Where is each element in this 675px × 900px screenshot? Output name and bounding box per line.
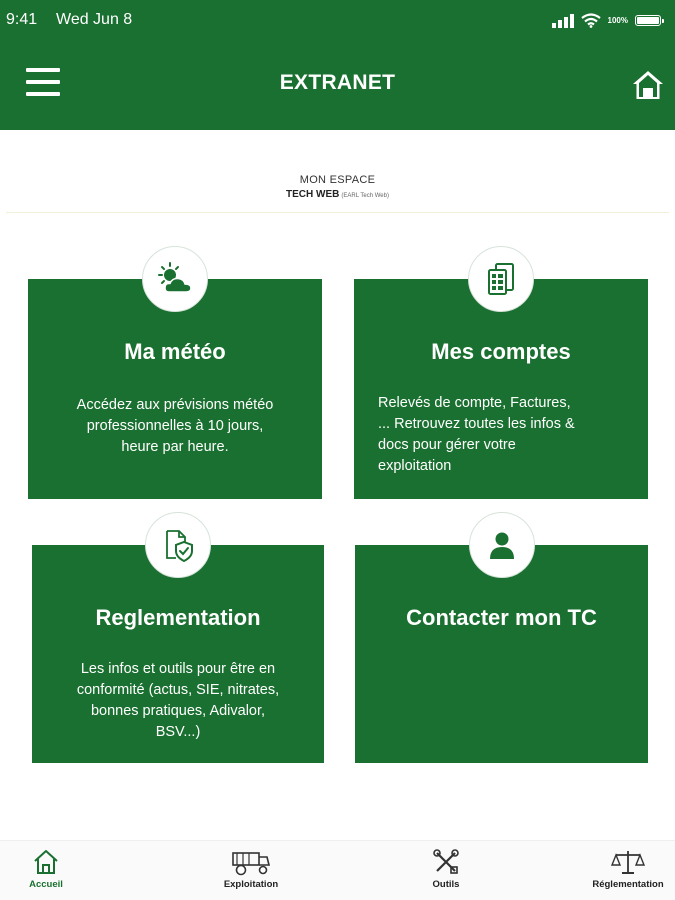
weather-sun-cloud-icon: [142, 246, 208, 312]
nav-label: Outils: [432, 879, 460, 890]
desc-line: heure par heure.: [121, 439, 229, 455]
nav-label: Exploitation: [223, 879, 279, 890]
card-title: Mes comptes: [431, 339, 571, 364]
person-icon: [469, 512, 535, 578]
cellular-signal-icon: [552, 14, 574, 28]
status-date: Wed Jun 8: [56, 11, 133, 28]
card-mes-comptes[interactable]: [354, 279, 648, 499]
status-indicators: [552, 13, 661, 28]
desc-line: Accédez aux prévisions météo: [76, 397, 274, 413]
card-description: [45, 395, 305, 458]
desc-line: exploitation: [378, 458, 452, 474]
wifi-icon: [581, 13, 601, 28]
page-title: EXTRANET: [279, 71, 396, 94]
desc-line: Relevés de compte, Factures,: [378, 395, 571, 411]
desc-line: conformité (actus, SIE, nitrates,: [76, 682, 280, 698]
card-title: Contacter mon TC: [406, 605, 597, 630]
desc-line: ... Retrouvez toutes les infos &: [378, 416, 575, 432]
account-name: [0, 189, 675, 200]
divider: [6, 212, 669, 213]
nav-item-exploitation[interactable]: [191, 847, 311, 890]
desc-line: professionnelles à 10 jours,: [86, 418, 264, 434]
account-org: (EARL Tech Web): [341, 193, 389, 199]
mon-espace-label: MON ESPACE: [299, 174, 376, 186]
nav-label: Accueil: [29, 879, 63, 890]
app-header: [0, 0, 675, 130]
mon-espace-header: [0, 174, 675, 200]
hamburger-menu-icon[interactable]: [26, 68, 60, 96]
desc-line: BSV...): [155, 724, 201, 740]
desc-line: bonnes pratiques, Adivalor,: [90, 703, 266, 719]
scales-icon: [611, 847, 645, 877]
nav-item-reglementation[interactable]: [568, 847, 675, 890]
tools-icon: [431, 847, 461, 877]
card-title: Ma météo: [124, 339, 226, 364]
home-icon[interactable]: [631, 68, 665, 102]
battery-icon: [635, 15, 661, 26]
tractor-icon: [229, 847, 273, 877]
status-time: 9:41: [6, 11, 38, 28]
card-description: [378, 393, 624, 477]
battery-percent: 100%: [607, 16, 628, 25]
shield-document-icon: [145, 512, 211, 578]
card-description: [43, 659, 313, 743]
home-outline-icon: [31, 847, 61, 877]
account-user: TECH WEB: [286, 189, 340, 200]
desc-line: Les infos et outils pour être en: [80, 661, 276, 677]
documents-icon: [468, 246, 534, 312]
card-ma-meteo[interactable]: [28, 279, 322, 499]
card-title: Reglementation: [95, 605, 261, 630]
bottom-navigation: [0, 840, 675, 900]
desc-line: docs pour gérer votre: [378, 437, 516, 453]
nav-item-accueil[interactable]: [0, 847, 106, 890]
nav-item-outils[interactable]: [386, 847, 506, 890]
nav-label: Réglementation: [592, 879, 664, 890]
